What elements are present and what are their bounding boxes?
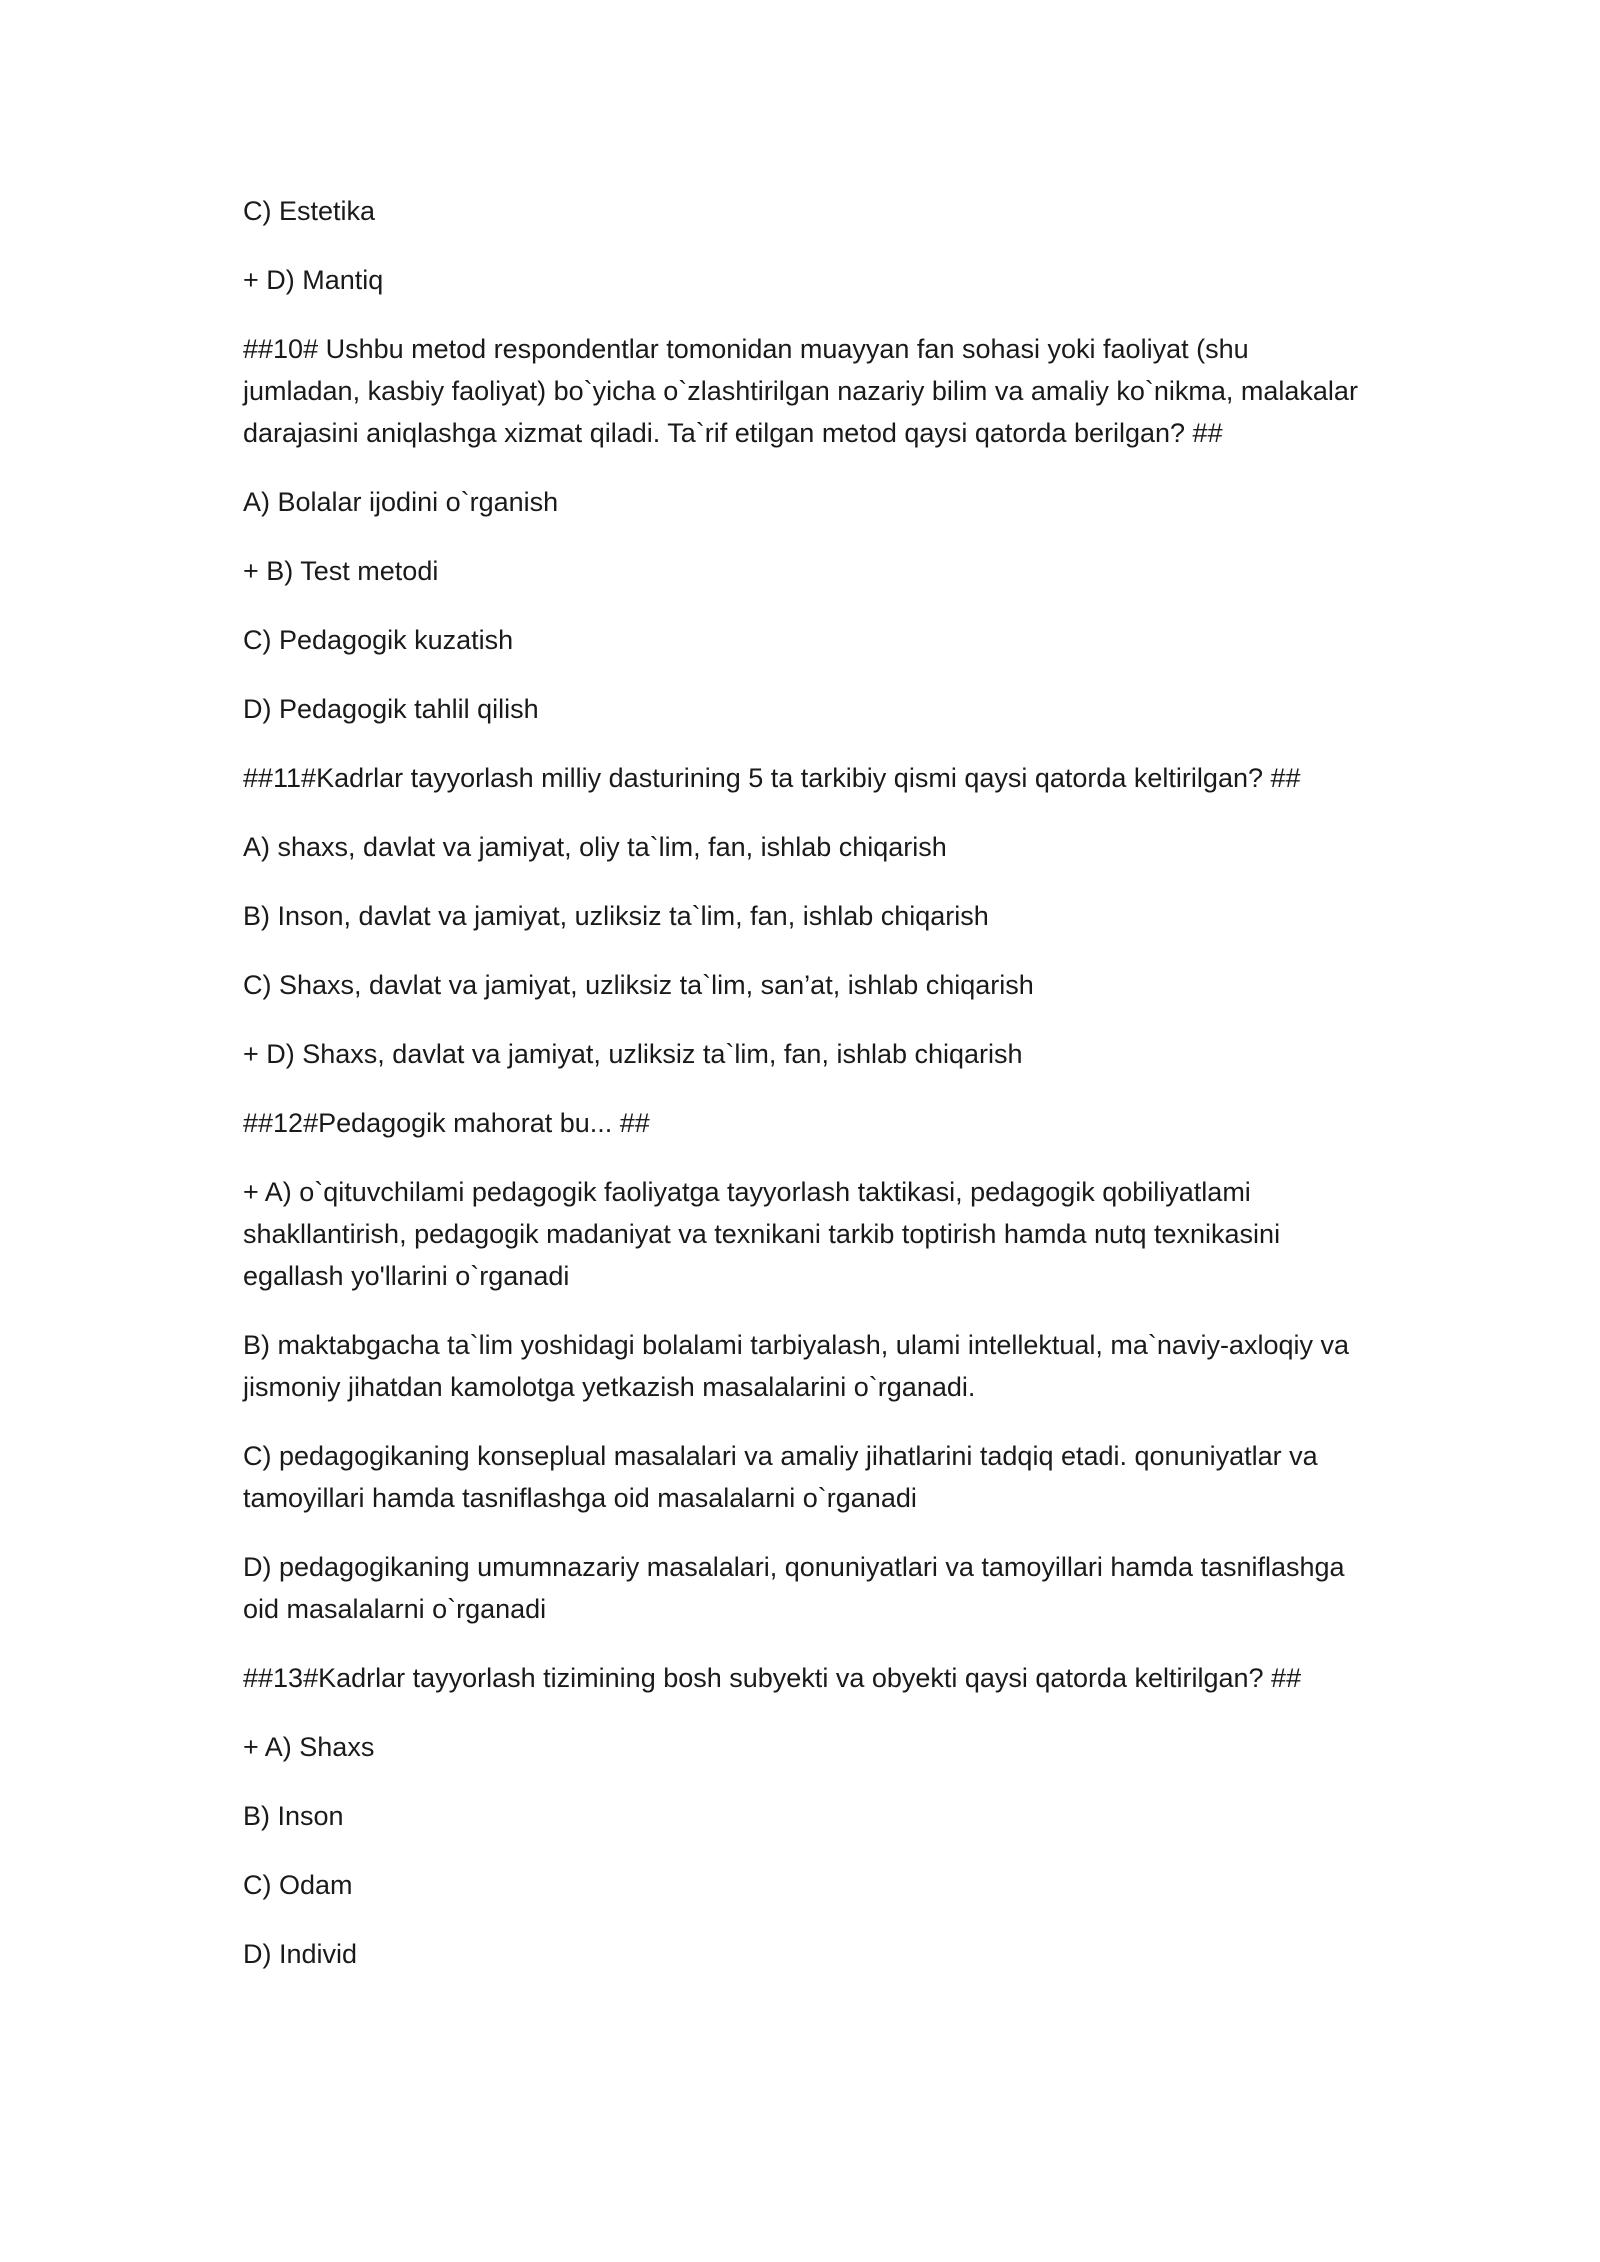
answer-option-11d-correct: + D) Shaxs, davlat va jamiyat, uzliksiz ta`lim, fan, ishlab chiqarish [243, 1039, 1023, 1069]
answer-option-11c: C) Shaxs, davlat va jamiyat, uzliksiz ta`lim, san’at, ishlab chiqarish [243, 970, 1034, 1000]
answer-option-13a-correct: + A) Shaxs [243, 1732, 375, 1762]
question-11: ##11#Kadrlar tayyorlash milliy dasturining 5 ta tarkibiy qismi qaysi qatorda keltirilgan? ## [243, 763, 1301, 793]
answer-option-12b: B) maktabgacha ta`lim yoshidagi bolalami tarbiyalash, ulami intellektual, ma`naviy-axloqiy va jismoniy jihatdan kamolotga yetkazish masalalarini o`rganadi. [243, 1330, 1349, 1402]
question-12: ##12#Pedagogik mahorat bu... ## [243, 1108, 650, 1138]
answer-option-12d: D) pedagogikaning umumnazariy masalalari, qonuniyatlari va tamoyillari hamda tasniflashga oid masalalarni o`rganadi [243, 1552, 1345, 1624]
answer-option-13d: D) Individ [243, 1939, 358, 1969]
answer-option-9d-correct: + D) Mantiq [243, 265, 384, 295]
answer-option-10b-correct: + B) Test metodi [243, 556, 439, 586]
answer-option-12c: C) pedagogikaning konseplual masalalari va amaliy jihatlarini tadqiq etadi. qonuniyatlar va tamoyillari hamda tasniflashga oid masalalarni o`rganadi [243, 1441, 1318, 1513]
answer-option-13b: B) Inson [243, 1801, 344, 1831]
answer-option-13c: C) Odam [243, 1870, 353, 1900]
document-page [243, 190, 1363, 2002]
answer-option-11b: B) Inson, davlat va jamiyat, uzliksiz ta`lim, fan, ishlab chiqarish [243, 901, 989, 931]
question-13: ##13#Kadrlar tayyorlash tizimining bosh subyekti va obyekti qaysi qatorda keltirilgan? ## [243, 1663, 1302, 1693]
answer-option-9c: C) Estetika [243, 196, 376, 226]
answer-option-10a: A) Bolalar ijodini o`rganish [243, 487, 559, 517]
answer-option-10d: D) Pedagogik tahlil qilish [243, 694, 539, 724]
answer-option-10c: C) Pedagogik kuzatish [243, 625, 514, 655]
answer-option-11a: A) shaxs, davlat va jamiyat, oliy ta`lim, fan, ishlab chiqarish [243, 832, 947, 862]
question-10: ##10# Ushbu metod respondentlar tomonidan muayyan fan sohasi yoki faoliyat (shu jumladan, kasbiy faoliyat) bo`yicha o`zlashtirilgan nazariy bilim va amaliy ko`nikma, malakalar darajasini aniqlashga xizmat qiladi. Ta`rif etilgan metod qaysi qatorda berilgan? ## [243, 334, 1358, 448]
answer-option-12a-correct: + A) o`qituvchilami pedagogik faoliyatga tayyorlash taktikasi, pedagogik qobiliyatlami shakllantirish, pedagogik madaniyat va texnikani tarkib toptirish hamda nutq texnikasini egallash yo'llarini o`rganadi [243, 1177, 1281, 1291]
